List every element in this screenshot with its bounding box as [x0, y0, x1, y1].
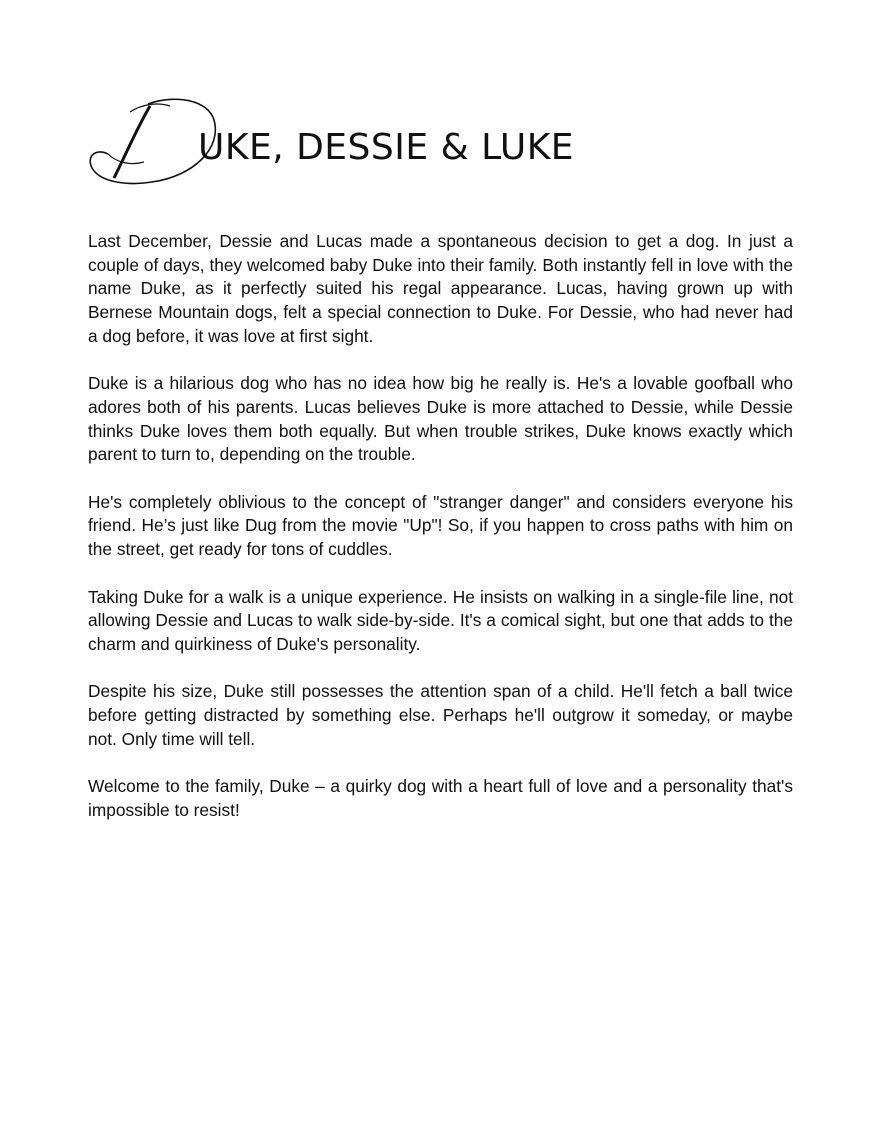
article-body	[88, 230, 793, 846]
paragraph-2: Duke is a hilarious dog who has no idea how big he really is. He's a lovable goofball who adores both of his parents. Lucas believes Duke is more attached to Dessie, while Dessie thinks Duke loves them both equally. But when trouble strikes, Duke knows exactly which parent to turn to, depending on the trouble.	[88, 373, 793, 465]
page-title	[86, 96, 786, 196]
paragraph-5: Despite his size, Duke still possesses the attention span of a child. He'll fetch a ball twice before getting distracted by something else. Perhaps he'll outgrow it someday, or maybe not. Only time will tell.	[88, 681, 793, 749]
paragraph-1: Last December, Dessie and Lucas made a spontaneous decision to get a dog. In just a couple of days, they welcomed baby Duke into their family. Both instantly fell in love with the name Duke, as it perfectly suited his regal appearance. Lucas, having grown up with Bernese Mountain dogs, felt a special connection to Duke. For Dessie, who had never had a dog before, it was love at first sight.	[88, 231, 793, 346]
paragraph-4: Taking Duke for a walk is a unique experience. He insists on walking in a single-file line, not allowing Dessie and Lucas to walk side-by-side. It's a comical sight, but one that adds to the charm and quirkiness of Duke's personality.	[88, 586, 793, 654]
title-text: UKE, DESSIE & LUKE	[198, 127, 575, 168]
paragraph-6: Welcome to the family, Duke – a quirky dog with a heart full of love and a personality that's impossible to resist!	[88, 776, 793, 820]
paragraph-3: He's completely oblivious to the concept of "stranger danger" and considers everyone his friend. He’s just like Dug from the movie "Up"! So, if you happen to cross paths with him on the street, get ready for tons of cuddles.	[88, 491, 793, 560]
